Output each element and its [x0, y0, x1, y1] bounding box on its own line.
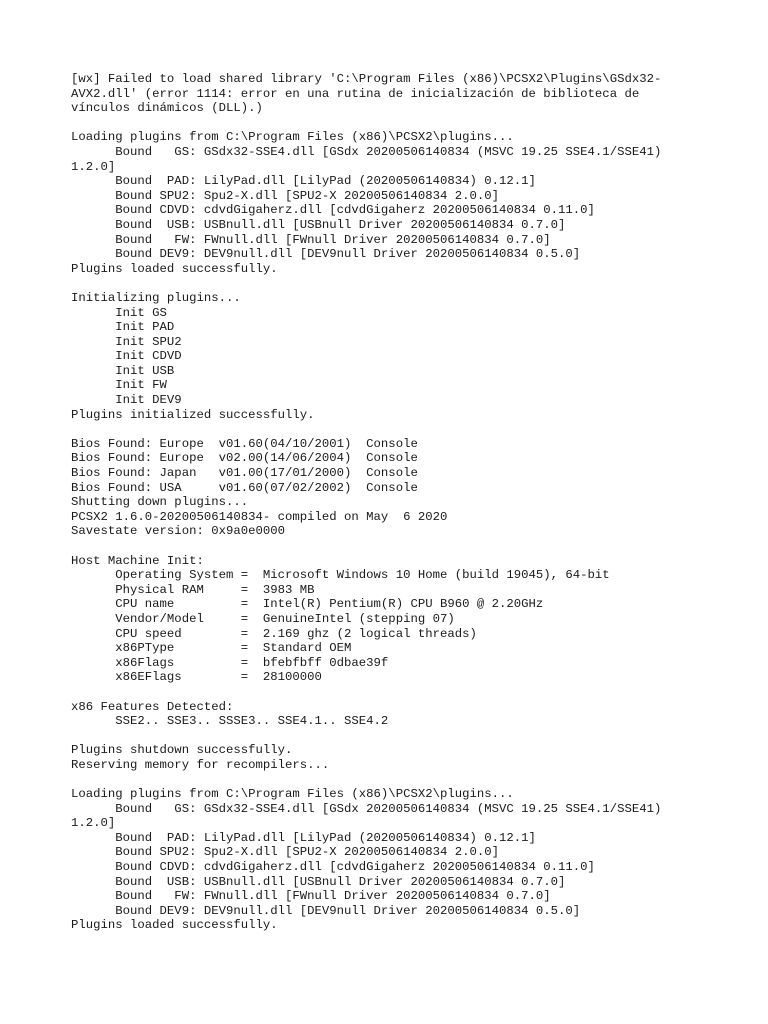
log-line: Init DEV9 — [71, 393, 182, 408]
log-line: Bios Found: Europe v01.60(04/10/2001) Console — [71, 436, 418, 451]
log-line: Bound SPU2: Spu2-X.dll [SPU2-X 20200506140834 2.0.0] — [71, 188, 500, 203]
log-line: Bios Found: Europe v02.00(14/06/2004) Console — [71, 451, 418, 466]
log-line: Bound SPU2: Spu2-X.dll [SPU2-X 20200506140834 2.0.0] — [71, 845, 500, 860]
log-line: Shutting down plugins... — [71, 495, 249, 510]
log-line — [71, 276, 751, 291]
log-line: Bound DEV9: DEV9null.dll [DEV9null Driver 20200506140834 0.5.0] — [71, 247, 581, 262]
log-line: Plugins loaded successfully. — [71, 261, 278, 276]
log-line: [wx] Failed to load shared library 'C:\Program Files (x86)\PCSX2\Plugins\GSdx32- — [71, 72, 662, 86]
log-document — [71, 72, 751, 933]
log-line: Bound FW: FWnull.dll [FWnull Driver 20200506140834 0.7.0] — [71, 232, 551, 247]
log-line: Host Machine Init: — [71, 553, 204, 568]
log-line — [71, 729, 751, 744]
log-line: x86PType = Standard OEM — [71, 641, 352, 656]
log-line: Bound CDVD: cdvdGigaherz.dll [cdvdGigaherz 20200506140834 0.11.0] — [71, 860, 595, 875]
log-line: Bound USB: USBnull.dll [USBnull Driver 20200506140834 0.7.0] — [71, 874, 566, 889]
log-line — [71, 116, 751, 131]
log-line: Init CDVD — [71, 349, 182, 364]
log-line — [71, 539, 751, 554]
log-line: Initializing plugins... — [71, 290, 241, 305]
log-line: 1.2.0] — [71, 159, 116, 174]
log-line: Reserving memory for recompilers... — [71, 757, 330, 772]
log-line: CPU name = Intel(R) Pentium(R) CPU B960 @ 2.20GHz — [71, 597, 544, 612]
log-line: AVX2.dll' (error 1114: error en una rutina de inicialización de biblioteca de — [71, 86, 640, 101]
log-line: Bios Found: Japan v01.00(17/01/2000) Console — [71, 466, 418, 481]
log-line: Bound PAD: LilyPad.dll [LilyPad (20200506140834) 0.12.1] — [71, 174, 536, 189]
log-line — [71, 685, 751, 700]
log-line: Bios Found: USA v01.60(07/02/2002) Console — [71, 480, 418, 495]
log-line: Bound PAD: LilyPad.dll [LilyPad (20200506140834) 0.12.1] — [71, 830, 536, 845]
log-line: x86Flags = bfebfbff 0dbae39f — [71, 655, 389, 670]
log-line: Physical RAM = 3983 MB — [71, 582, 315, 597]
log-line: Bound CDVD: cdvdGigaherz.dll [cdvdGigaherz 20200506140834 0.11.0] — [71, 203, 595, 218]
log-line: Savestate version: 0x9a0e0000 — [71, 524, 286, 539]
log-line: Operating System = Microsoft Windows 10 Home (build 19045), 64-bit — [71, 568, 610, 583]
log-line: Bound GS: GSdx32-SSE4.dll [GSdx 20200506140834 (MSVC 19.25 SSE4.1/SSE41) — [71, 144, 662, 159]
log-line — [71, 773, 751, 788]
log-line: Init SPU2 — [71, 334, 182, 349]
log-line: Plugins shutdown successfully. — [71, 743, 293, 758]
log-line: Plugins initialized successfully. — [71, 407, 315, 422]
log-line: Init USB — [71, 363, 175, 378]
log-line: Loading plugins from C:\Program Files (x86)\PCSX2\plugins... — [71, 130, 514, 145]
log-line: x86 Features Detected: — [71, 699, 234, 714]
log-line: 1.2.0] — [71, 816, 116, 831]
log-line: vínculos dinámicos (DLL).) — [71, 101, 263, 116]
log-line — [71, 422, 751, 437]
log-line: Init FW — [71, 378, 167, 393]
log-line: Bound USB: USBnull.dll [USBnull Driver 20200506140834 0.7.0] — [71, 217, 566, 232]
log-line: Init GS — [71, 305, 167, 320]
log-line: CPU speed = 2.169 ghz (2 logical threads) — [71, 626, 477, 641]
log-line: SSE2.. SSE3.. SSSE3.. SSE4.1.. SSE4.2 — [71, 714, 389, 729]
log-line: Bound GS: GSdx32-SSE4.dll [GSdx 20200506140834 (MSVC 19.25 SSE4.1/SSE41) — [71, 801, 662, 816]
log-line: Vendor/Model = GenuineIntel (stepping 07) — [71, 611, 455, 626]
log-line: x86EFlags = 28100000 — [71, 670, 322, 685]
log-line: Init PAD — [71, 320, 175, 335]
log-line: Loading plugins from C:\Program Files (x86)\PCSX2\plugins... — [71, 787, 514, 802]
log-line: Plugins loaded successfully. — [71, 918, 278, 933]
log-line: Bound FW: FWnull.dll [FWnull Driver 20200506140834 0.7.0] — [71, 889, 551, 904]
log-line: Bound DEV9: DEV9null.dll [DEV9null Driver 20200506140834 0.5.0] — [71, 903, 581, 918]
log-line: PCSX2 1.6.0-20200506140834- compiled on May 6 2020 — [71, 509, 448, 524]
